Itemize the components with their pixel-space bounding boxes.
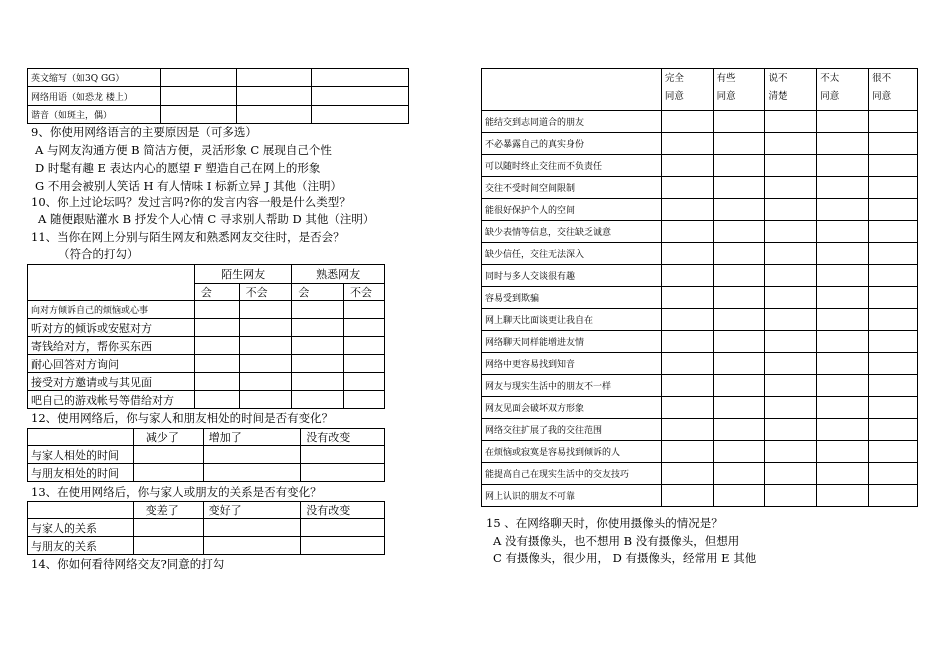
answer-cell[interactable]	[713, 397, 765, 419]
table-row	[28, 464, 385, 482]
col-somewhat-agree: 有些 同意	[713, 69, 765, 111]
answer-cell[interactable]	[661, 199, 713, 221]
q11-table	[27, 264, 385, 409]
row-label: 与家人相处的时间	[28, 446, 134, 464]
answer-cell[interactable]	[661, 353, 713, 375]
col-unchanged: 没有改变	[301, 502, 385, 519]
table-row	[28, 106, 409, 124]
group-familiar: 熟悉网友	[292, 265, 385, 284]
answer-cell[interactable]	[765, 111, 817, 133]
row-label: 与朋友的关系	[28, 537, 134, 555]
row-label: 在烦恼或寂寞是容易找到倾诉的人	[482, 441, 662, 463]
answer-cell[interactable]	[869, 265, 918, 287]
table-row	[482, 111, 918, 133]
language-usage-table	[27, 68, 409, 124]
answer-cell[interactable]	[817, 419, 869, 441]
table-header-row	[28, 502, 385, 519]
answer-cell[interactable]	[661, 485, 713, 507]
table-row	[482, 287, 918, 309]
row-label: 网上聊天比面谈更让我自在	[482, 309, 662, 331]
q11-title: 11、当你在网上分别与陌生网友和熟悉网友交往时，是否会？	[31, 230, 345, 244]
row-label: 网络中更容易找到知音	[482, 353, 662, 375]
table-row	[482, 199, 918, 221]
table-row	[482, 331, 918, 353]
row-label: 能很好保护个人的空间	[482, 199, 662, 221]
table-row	[28, 391, 385, 409]
answer-cell[interactable]	[713, 331, 765, 353]
answer-cell[interactable]	[765, 485, 817, 507]
group-stranger: 陌生网友	[194, 265, 292, 284]
answer-cell[interactable]	[869, 441, 918, 463]
row-label: 与家人的关系	[28, 519, 134, 537]
answer-cell[interactable]	[713, 111, 765, 133]
table-row	[28, 519, 385, 537]
answer-cell[interactable]	[661, 265, 713, 287]
answer-cell[interactable]	[765, 199, 817, 221]
answer-cell[interactable]	[713, 353, 765, 375]
answer-cell[interactable]	[765, 397, 817, 419]
answer-cell[interactable]	[765, 441, 817, 463]
answer-cell[interactable]	[661, 441, 713, 463]
answer-cell[interactable]	[869, 111, 918, 133]
q12-table	[27, 428, 385, 482]
answer-cell[interactable]	[765, 287, 817, 309]
answer-cell[interactable]	[817, 397, 869, 419]
answer-cell[interactable]	[661, 243, 713, 265]
answer-cell[interactable]	[817, 133, 869, 155]
col-decreased: 减少了	[133, 429, 203, 446]
row-label: 容易受到欺骗	[482, 287, 662, 309]
answer-cell[interactable]	[765, 375, 817, 397]
table-row	[28, 355, 385, 373]
row-label: 能结交到志同道合的朋友	[482, 111, 662, 133]
col-strongly-disagree: 很不 同意	[869, 69, 918, 111]
table-row	[482, 155, 918, 177]
answer-cell[interactable]	[765, 155, 817, 177]
table-row	[482, 375, 918, 397]
q10-title: 10、你上过论坛吗？发过言吗?你的发言内容一般是什么类型？	[31, 195, 351, 209]
row-label: 接受对方邀请或与其见面	[28, 373, 195, 391]
answer-cell[interactable]	[817, 287, 869, 309]
answer-cell[interactable]	[869, 463, 918, 485]
answer-cell[interactable]	[817, 353, 869, 375]
row-label: 同时与多人交谈很有趣	[482, 265, 662, 287]
row-label: 缺少信任，交往无法深入	[482, 243, 662, 265]
answer-cell[interactable]	[661, 111, 713, 133]
answer-cell[interactable]	[869, 243, 918, 265]
table-row	[482, 441, 918, 463]
col-unchanged: 没有改变	[301, 429, 385, 446]
row-label: 英文缩写（如3Q GG）	[28, 69, 161, 87]
answer-cell[interactable]	[817, 375, 869, 397]
answer-cell[interactable]	[869, 397, 918, 419]
answer-cell[interactable]	[765, 133, 817, 155]
table-row	[482, 265, 918, 287]
answer-cell[interactable]	[765, 331, 817, 353]
answer-cell[interactable]	[765, 353, 817, 375]
row-label: 谐音（如斑主，偶）	[28, 106, 161, 124]
answer-cell[interactable]	[817, 111, 869, 133]
answer-cell[interactable]	[817, 221, 869, 243]
answer-cell[interactable]	[765, 265, 817, 287]
q9-options-line-3: G 不用会被别人笑话 H 有人情味 I 标新立异 J 其他（注明）	[35, 179, 342, 193]
answer-cell[interactable]	[869, 177, 918, 199]
table-header-row	[28, 265, 385, 284]
answer-cell[interactable]	[713, 177, 765, 199]
answer-cell[interactable]	[713, 221, 765, 243]
row-label: 网友见面会破坏双方形象	[482, 397, 662, 419]
answer-cell[interactable]	[713, 243, 765, 265]
answer-cell[interactable]	[765, 177, 817, 199]
row-label: 能提高自己在现实生活中的交友技巧	[482, 463, 662, 485]
answer-cell[interactable]	[661, 375, 713, 397]
col-unsure: 说不 清楚	[765, 69, 817, 111]
q15-title: 15 、在网络聊天时，你使用摄像头的情况是？	[486, 516, 723, 530]
option-no: 不会	[239, 284, 292, 301]
row-label: 耐心回答对方询问	[28, 355, 195, 373]
answer-cell[interactable]	[713, 287, 765, 309]
answer-cell[interactable]	[661, 463, 713, 485]
answer-cell[interactable]	[817, 177, 869, 199]
col-increased: 增加了	[203, 429, 301, 446]
online-friendship-attitude-table	[481, 68, 918, 507]
answer-cell[interactable]	[713, 309, 765, 331]
answer-cell[interactable]	[869, 199, 918, 221]
answer-cell[interactable]	[869, 309, 918, 331]
answer-cell[interactable]	[713, 199, 765, 221]
answer-cell[interactable]	[817, 441, 869, 463]
col-worse: 变差了	[133, 502, 203, 519]
table-row	[28, 446, 385, 464]
table-row	[28, 537, 385, 555]
q9-title: 9、你使用网络语言的主要原因是（可多选）	[31, 125, 257, 139]
table-row	[28, 319, 385, 337]
row-label: 可以随时终止交往而不负责任	[482, 155, 662, 177]
q13-table	[27, 501, 385, 555]
q13-title: 13、在使用网络后，你与家人或朋友的关系是否有变化？	[31, 485, 322, 499]
answer-cell[interactable]	[817, 199, 869, 221]
table-row	[28, 301, 385, 319]
table-row	[482, 133, 918, 155]
q15-options-line-1: A 没有摄像头，也不想用 B 没有摄像头，但想用	[493, 534, 740, 548]
row-label: 缺少表情等信息，交往缺乏诚意	[482, 221, 662, 243]
answer-cell[interactable]	[869, 221, 918, 243]
q14-title: 14、你如何看待网络交友?同意的打勾	[31, 557, 225, 571]
table-row	[28, 87, 409, 106]
q9-options-line-2: D 时髦有趣 E 表达内心的愿望 F 塑造自己在网上的形象	[35, 161, 321, 175]
row-label: 网上认识的朋友不可靠	[482, 485, 662, 507]
table-row	[482, 353, 918, 375]
table-row	[482, 177, 918, 199]
row-label: 网络聊天同样能增进友情	[482, 331, 662, 353]
answer-cell[interactable]	[817, 463, 869, 485]
answer-cell[interactable]	[765, 221, 817, 243]
table-row	[28, 337, 385, 355]
answer-cell[interactable]	[713, 133, 765, 155]
q9-options-line-1: A 与网友沟通方便 B 简洁方便，灵活形象 C 展现自己个性	[35, 143, 332, 157]
answer-cell[interactable]	[817, 309, 869, 331]
option-yes: 会	[292, 284, 344, 301]
q12-title: 12、使用网络后，你与家人和朋友相处的时间是否有变化？	[31, 411, 334, 425]
answer-cell[interactable]	[817, 331, 869, 353]
answer-cell[interactable]	[661, 397, 713, 419]
row-label: 吧自己的游戏帐号等借给对方	[28, 391, 195, 409]
row-label: 听对方的倾诉或安慰对方	[28, 319, 195, 337]
answer-cell[interactable]	[817, 155, 869, 177]
table-row	[28, 69, 409, 87]
answer-cell[interactable]	[661, 309, 713, 331]
answer-cell[interactable]	[869, 331, 918, 353]
row-label: 不必暴露自己的真实身份	[482, 133, 662, 155]
q15-options-line-2: C 有摄像头，很少用， D 有摄像头，经常用 E 其他	[493, 551, 757, 565]
row-label: 网络用语（如恐龙 楼上）	[28, 87, 161, 106]
row-label: 交往不受时间空间限制	[482, 177, 662, 199]
q11-note: （符合的打勾）	[58, 247, 139, 261]
answer-cell[interactable]	[869, 353, 918, 375]
table-header-row	[482, 69, 918, 111]
table-row	[482, 221, 918, 243]
answer-cell[interactable]	[661, 221, 713, 243]
q10-options: A 随便跟贴灌水 B 抒发个人心情 C 寻求别人帮助 D 其他（注明）	[38, 212, 375, 226]
answer-cell[interactable]	[765, 309, 817, 331]
answer-cell[interactable]	[765, 419, 817, 441]
col-strongly-agree: 完全 同意	[661, 69, 713, 111]
answer-cell[interactable]	[765, 243, 817, 265]
row-label: 向对方倾诉自己的烦恼或心事	[28, 301, 195, 319]
row-label: 网友与现实生活中的朋友不一样	[482, 375, 662, 397]
table-row	[28, 373, 385, 391]
answer-cell[interactable]	[661, 177, 713, 199]
table-header-row	[28, 429, 385, 446]
table-row	[482, 309, 918, 331]
col-somewhat-disagree: 不太 同意	[817, 69, 869, 111]
col-better: 变好了	[203, 502, 301, 519]
answer-cell[interactable]	[869, 375, 918, 397]
answer-cell[interactable]	[713, 419, 765, 441]
answer-cell[interactable]	[713, 155, 765, 177]
answer-cell[interactable]	[869, 155, 918, 177]
answer-cell[interactable]	[713, 485, 765, 507]
answer-cell[interactable]	[713, 375, 765, 397]
answer-cell[interactable]	[661, 331, 713, 353]
answer-cell[interactable]	[869, 485, 918, 507]
row-label: 寄钱给对方，帮你买东西	[28, 337, 195, 355]
answer-cell[interactable]	[713, 265, 765, 287]
answer-cell[interactable]	[869, 133, 918, 155]
row-label: 网络交往扩展了我的交往范围	[482, 419, 662, 441]
answer-cell[interactable]	[817, 243, 869, 265]
table-row	[482, 243, 918, 265]
answer-cell[interactable]	[869, 287, 918, 309]
option-no: 不会	[344, 284, 385, 301]
answer-cell[interactable]	[713, 441, 765, 463]
answer-cell[interactable]	[765, 463, 817, 485]
answer-cell[interactable]	[817, 265, 869, 287]
answer-cell[interactable]	[817, 485, 869, 507]
row-label: 与朋友相处的时间	[28, 464, 134, 482]
option-yes: 会	[194, 284, 239, 301]
table-row	[482, 419, 918, 441]
answer-cell[interactable]	[869, 419, 918, 441]
table-row	[482, 485, 918, 507]
answer-cell[interactable]	[661, 419, 713, 441]
answer-cell[interactable]	[661, 155, 713, 177]
answer-cell[interactable]	[661, 287, 713, 309]
table-row	[482, 463, 918, 485]
table-row	[482, 397, 918, 419]
answer-cell[interactable]	[661, 133, 713, 155]
answer-cell[interactable]	[713, 463, 765, 485]
